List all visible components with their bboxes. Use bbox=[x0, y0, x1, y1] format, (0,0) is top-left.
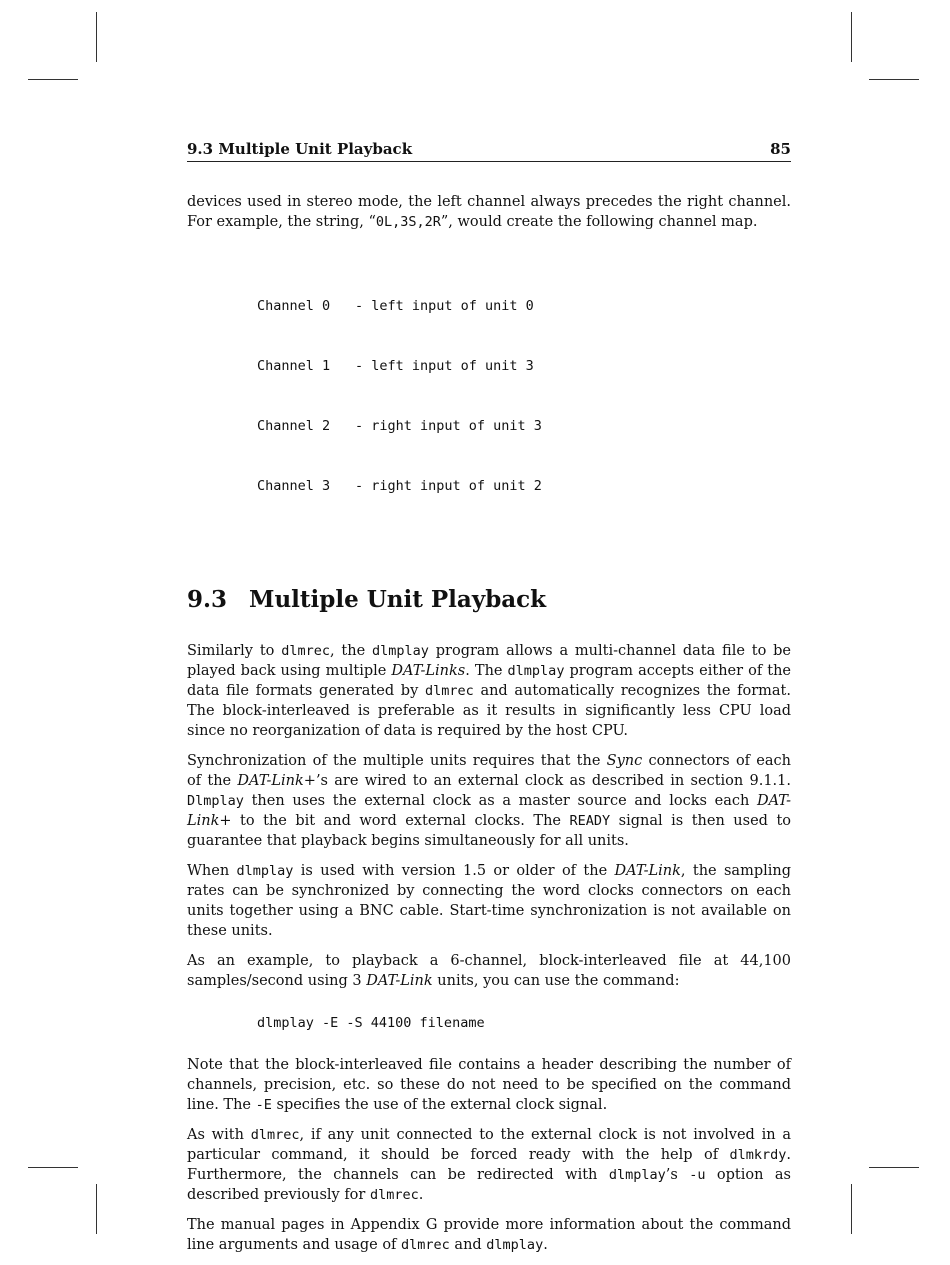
document-page bbox=[187, 140, 791, 1265]
crop-mark-top-left-horizontal bbox=[28, 79, 78, 80]
page-number: 85 bbox=[770, 140, 791, 158]
intro-paragraph: devices used in stereo mode, the left channel always precedes the right channel. For example, the string, “0L,3S,2R”, would create the following channel map. bbox=[187, 194, 791, 230]
paragraph-example: As an example, to playback a 6-channel, block-interleaved file at 44,100 samples/second using 3 DAT-Link units, you can use the command: bbox=[187, 953, 791, 989]
channel-map-row: Channel 2 - right input of unit 3 bbox=[257, 418, 542, 434]
paragraph-synchronization: Synchronization of the multiple units requires that the Sync connectors of each of the DAT-Link+’s are wired to an external clock as described in section 9.1.1. Dlmplay then uses the external clock as a master source and locks each DAT-Link+ to the bit and word external clocks. The READY signal is then used to guarantee that playback begins simultaneously for all units. bbox=[187, 753, 791, 849]
section-title: Multiple Unit Playback bbox=[249, 586, 547, 613]
paragraph-dlmplay-overview: Similarly to dlmrec, the dlmplay program allows a multi-channel data file to be played back using multiple DAT-Links. The dlmplay program accepts either of the data file formats generated by dlmrec and automatically recognizes the format. The block-interleaved is preferable as it results in significantly less CPU load since no reorganization of data is required by the host CPU. bbox=[187, 643, 792, 739]
command-example: dlmplay -E -S 44100 filename bbox=[257, 1015, 485, 1031]
crop-mark-bottom-left-vertical bbox=[96, 1184, 97, 1234]
channel-map-row: Channel 1 - left input of unit 3 bbox=[257, 358, 534, 374]
crop-mark-top-right-vertical bbox=[851, 12, 852, 62]
running-head-title: 9.3 Multiple Unit Playback bbox=[187, 140, 413, 158]
crop-mark-top-left-vertical bbox=[96, 12, 97, 62]
running-head bbox=[187, 140, 791, 162]
paragraph-redirect: As with dlmrec, if any unit connected to the external clock is not involved in a particular command, it should be forced ready with the help of dlmkrdy. Furthermore, the channels can be redirected with dlmplay’s -u option as described previously for dlmrec. bbox=[187, 1127, 791, 1203]
inline-code: 0L,3S,2R bbox=[375, 214, 441, 230]
crop-mark-bottom-right-horizontal bbox=[869, 1167, 919, 1168]
channel-map-row: Channel 0 - left input of unit 0 bbox=[257, 298, 534, 314]
crop-mark-top-right-horizontal bbox=[869, 79, 919, 80]
paragraph-manual-pages: The manual pages in Appendix G provide more information about the command line arguments and usage of dlmrec and dlmplay. bbox=[187, 1217, 791, 1253]
section-heading bbox=[187, 586, 791, 613]
channel-map bbox=[257, 256, 791, 536]
crop-mark-bottom-left-horizontal bbox=[28, 1167, 78, 1168]
crop-mark-bottom-right-vertical bbox=[851, 1184, 852, 1234]
paragraph-older-versions: When dlmplay is used with version 1.5 or older of the DAT-Link, the sampling rates can be synchronized by connecting the word clocks connectors on each units together using a BNC cable. Start-time synchronization is not available on these units. bbox=[187, 863, 792, 939]
paragraph-header-note: Note that the block-interleaved file contains a header describing the number of channels, precision, etc. so these do not need to be specified on the command line. The -E specifies the use of the external clock signal. bbox=[187, 1057, 791, 1113]
section-number: 9.3 bbox=[187, 586, 228, 613]
channel-map-row: Channel 3 - right input of unit 2 bbox=[257, 478, 542, 494]
